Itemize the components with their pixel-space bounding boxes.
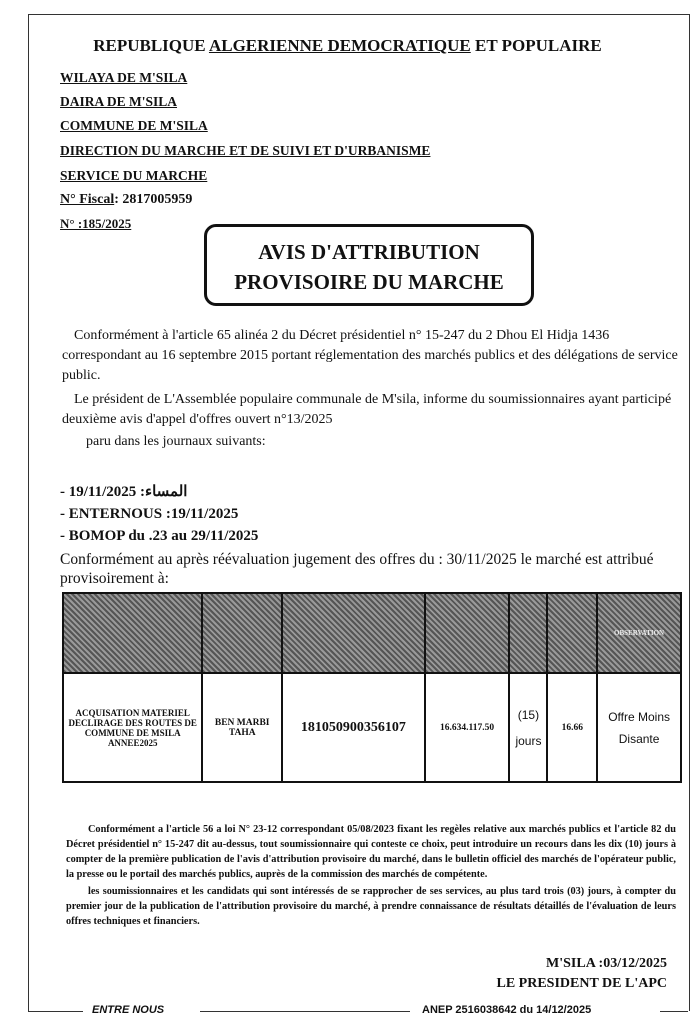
commune: COMMUNE DE M'SILA [60, 118, 208, 133]
wilaya: WILAYA DE M'SILA [60, 70, 188, 85]
cell-contractor: BEN MARBI TAHA [202, 673, 282, 782]
header-observation: OBSERVATION [597, 593, 681, 673]
signature-date: M'SILA :03/12/2025 [546, 956, 667, 971]
table-header-row [63, 593, 681, 673]
cell-delay: (15) jours [509, 673, 547, 782]
cell-amount: 16.634.117.50 [425, 673, 510, 782]
signature-title: LE PRESIDENT DE L'APC [496, 976, 667, 991]
cell-nif: 181050900356107 [282, 673, 425, 782]
reference-number: N° :185/2025 [60, 216, 132, 231]
paragraph-decree: Conformément à l'article 65 alinéa 2 du Décret présidentiel n° 15-247 du 2 Dhou El Hidja 1436 correspondant au 16 septembre 2015 portant réglementation des marchés publics et des délégations de service public. [62, 328, 678, 383]
daira: DAIRA DE M'SILA [60, 94, 178, 109]
header-cell [63, 593, 202, 673]
cell-observation: Offre Moins Disante [597, 673, 681, 782]
attribution-table [62, 592, 682, 783]
direction: DIRECTION DU MARCHE ET DE SUIVI ET D'URBANISME [60, 143, 431, 158]
journal-2: - ENTERNOUS :19/11/2025 [60, 506, 239, 522]
footer-line [660, 1011, 688, 1012]
header-cell [547, 593, 597, 673]
header-cell [282, 593, 425, 673]
legal-recourse: Conformément a l'article 56 a loi N° 23-12 correspondant 05/08/2023 fixant les regèles relative aux marchés publics et l'article 82 du Décret présidentiel n° 15-247 dit au-dessus, tout soumissionnaire qui conteste ce choix, peut introduire un recours dans les dix (10) jours à compter de la première publication de l'avis d'attribution provisoire du marché, dans le bulletin officiel des marchés de l'opérateur public, la presse ou le portail des marchés publics, auprès de la commission des marchés de compétente. [66, 824, 676, 880]
paragraph-journals: paru dans les journaux suivants: [86, 434, 266, 449]
header-cell [425, 593, 510, 673]
header-cell [202, 593, 282, 673]
table-row [63, 673, 681, 782]
notice-title-box: AVIS D'ATTRIBUTION PROVISOIRE DU MARCHE [204, 224, 534, 306]
journal-3: - BOMOP du .23 au 29/11/2025 [60, 528, 259, 544]
footer-anep-reference: ANEP 2516038642 du 14/12/2025 [422, 1004, 592, 1016]
cell-project: ACQUISATION MATERIEL DECLIRAGE DES ROUTES DE COMMUNE DE MSILA ANNEE2025 [63, 673, 202, 782]
footer-publication: ENTRE NOUS [92, 1004, 165, 1016]
document-title: REPUBLIQUE ALGERIENNE DEMOCRATIQUE ET POPULAIRE [93, 36, 602, 55]
paragraph-attribution: Conformément au après réévaluation jugement des offres du : 30/11/2025 le marché est attribué provisoirement à: [60, 551, 654, 587]
paragraph-president: Le président de L'Assemblée populaire communale de M'sila, informe du soumissionnaires ayant participé deuxième avis d'appel d'offres ouvert n°13/2025 [62, 392, 672, 427]
service: SERVICE DU MARCHE [60, 168, 208, 183]
header-cell [509, 593, 547, 673]
legal-consultation: les soumissionnaires et les candidats qui sont intéressés de se rapprocher de ses services, au plus tard trois (03) jours, à compter du premier jour de la publication de l'attribution provisoire du marché, à prendre connaissance de résultats détaillés de l'évaluation de leurs offres techniques et financiers. [66, 886, 676, 927]
footer-line [200, 1011, 410, 1012]
footer-line [28, 1011, 83, 1012]
cell-score: 16.66 [547, 673, 597, 782]
fiscal-number: N° Fiscal: 2817005959 [60, 192, 193, 207]
journal-1: - المساء: 19/11/2025 [60, 484, 188, 500]
